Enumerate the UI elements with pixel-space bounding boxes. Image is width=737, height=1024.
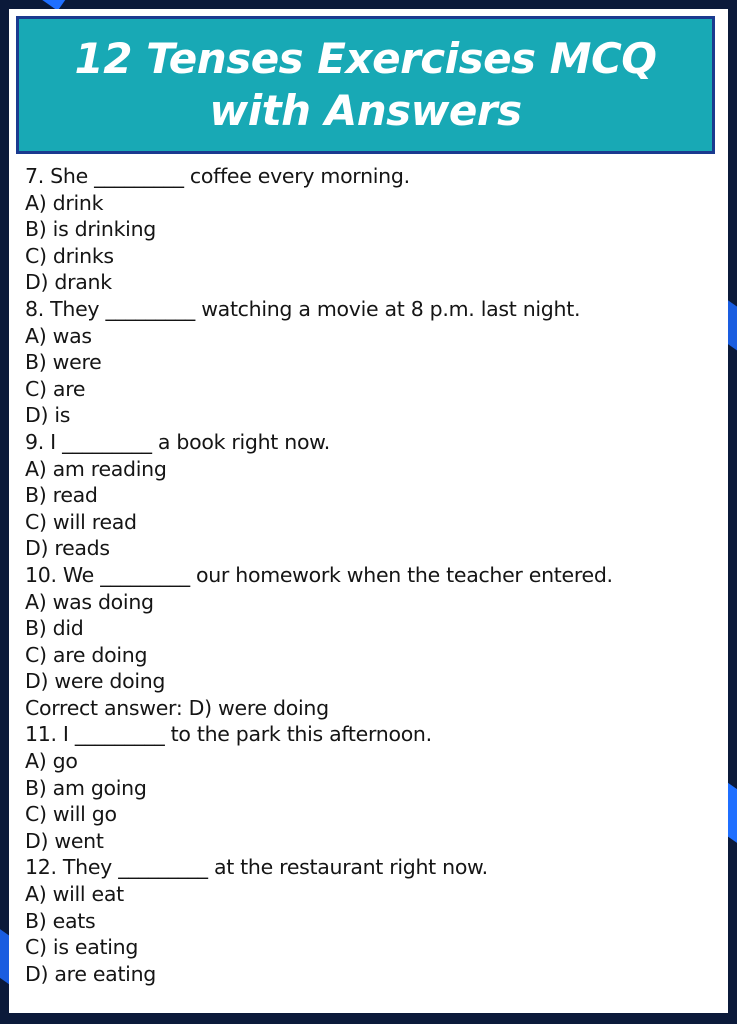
page-title: 12 Tenses Exercises MCQ with Answers	[74, 34, 657, 135]
option-line: C) are doing	[25, 642, 148, 667]
option-line: B) read	[25, 483, 98, 508]
option-line: C) will read	[25, 509, 137, 534]
option-line: A) am reading	[25, 456, 167, 481]
option-line: D) is	[25, 403, 71, 428]
option-line: B) eats	[25, 908, 96, 933]
option-line: B) is drinking	[25, 217, 156, 242]
option-line: C) are	[25, 376, 86, 401]
option-line: B) did	[25, 616, 84, 641]
title-banner	[16, 16, 715, 154]
option-line: C) is eating	[25, 935, 139, 960]
option-line: D) drank	[25, 270, 112, 295]
option-line: B) were	[25, 350, 102, 375]
question-11: 11. I _________ to the park this afternoon.	[25, 722, 432, 747]
question-9: 9. I _________ a book right now.	[25, 429, 330, 454]
correct-answer: Correct answer: D) were doing	[25, 695, 329, 720]
option-line: A) will eat	[25, 882, 124, 907]
option-line: D) were doing	[25, 669, 166, 694]
worksheet-card	[9, 9, 728, 1013]
option-line: B) am going	[25, 775, 147, 800]
question-7: 7. She _________ coffee every morning.	[25, 164, 410, 188]
option-line: A) was doing	[25, 589, 154, 614]
question-10: 10. We _________ our homework when the teacher entered.	[25, 562, 613, 587]
option-line: A) drink	[25, 190, 104, 215]
option-line: D) reads	[25, 536, 110, 561]
option-line: A) go	[25, 749, 78, 774]
question-12: 12. They _________ at the restaurant right now.	[25, 855, 488, 880]
option-line: D) went	[25, 828, 104, 853]
question-8: 8. They _________ watching a movie at 8 p.m. last night.	[25, 296, 581, 321]
question-list	[25, 163, 720, 987]
option-line: A) was	[25, 323, 92, 348]
option-line: C) will go	[25, 802, 117, 827]
option-line: D) are eating	[25, 961, 156, 986]
option-line: C) drinks	[25, 243, 114, 268]
